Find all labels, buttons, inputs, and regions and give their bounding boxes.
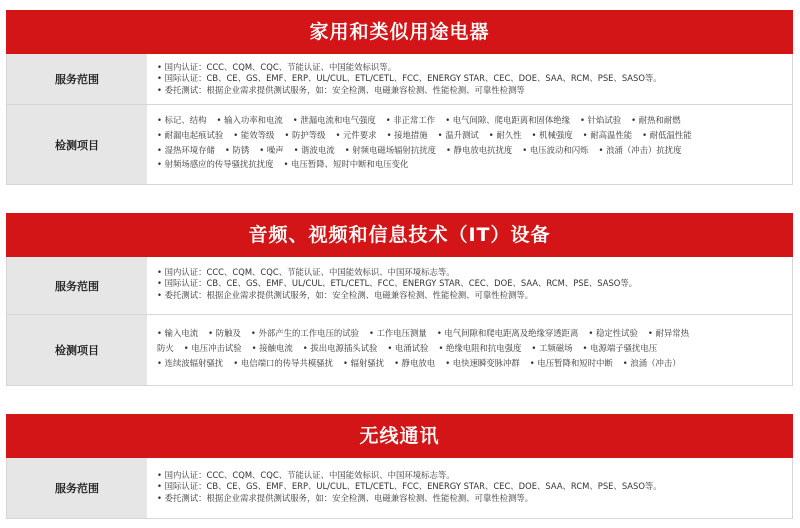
row-label: 服务范围 [7, 458, 147, 518]
test-item: • 泄漏电流和电气强度 [292, 115, 376, 125]
test-item: • 拔出电源插头试验 [302, 342, 378, 353]
list-item: • 国际认证：CB、CE、GS、EMF、ERP、UL/CUL、ETL/CETL、FCC、ENERGY STAR、CEC、DOE、SAA、RCM、PSE、SASO等。 [157, 481, 662, 492]
test-item: • 防触及 [208, 328, 241, 338]
section-title: 无线通讯 [6, 414, 793, 458]
test-item: • 机械强度 [531, 129, 573, 140]
test-item: • 能效等级 [233, 129, 275, 140]
list-item [157, 113, 782, 128]
test-item: • 电压暂降和短时中断 [529, 357, 613, 368]
list-item: • 国内认证：CCC、CQM、CQC、节能认证、中国能效标识等。 [157, 62, 396, 72]
row-label: 服务范围 [7, 257, 147, 314]
test-item: • 射频电磁场辐射抗扰度 [344, 144, 437, 155]
service-scope-row [6, 54, 793, 105]
test-item: • 辐射骚扰 [342, 357, 385, 368]
test-item: 防火 [157, 342, 174, 353]
test-item: • 外部产生的工作电压的试验 [250, 328, 359, 338]
test-item: • 电压波动和闪烁 [522, 144, 589, 155]
section-title: 音频、视频和信息技术（IT）设备 [6, 213, 793, 257]
list-item: • 委托测试：根据企业需求提供测试服务，如：安全检测、电磁兼容检测、性能检测、可靠性检测等 [157, 84, 525, 95]
row-content [147, 54, 792, 104]
test-item: • 接地措施 [386, 129, 428, 140]
section-household-appliances [6, 10, 793, 185]
list-item [157, 341, 782, 356]
test-item: • 静电放电抗扰度 [446, 144, 513, 155]
section-title: 家用和类似用途电器 [6, 10, 793, 54]
test-item: • 静电放电 [394, 357, 436, 368]
test-item: • 射频场感应的传导骚扰抗扰度 [157, 159, 274, 170]
test-item: • 浪涌（冲击）抗扰度 [598, 144, 682, 155]
list-item [157, 356, 782, 371]
test-item: • 绝缘电阻和抗电强度 [438, 342, 522, 353]
test-item: • 耐漏电起痕试验 [157, 129, 224, 140]
test-item: • 浪涌（冲击） [622, 357, 681, 368]
test-item: • 耐久性 [488, 129, 522, 140]
test-item: • 湿热环境存储 [157, 144, 215, 155]
test-item: • 防护等级 [284, 129, 326, 140]
service-scope-row [6, 257, 793, 315]
test-item: • 接触电流 [251, 342, 293, 353]
test-item: • 电压暂降、短时中断和电压变化 [283, 159, 409, 170]
test-item: • 耐热和耐燃 [631, 115, 681, 125]
service-scope-row [6, 458, 793, 519]
test-item: • 电快速瞬变脉冲群 [445, 357, 520, 368]
test-item: • 输入电流 [157, 328, 199, 338]
test-item: • 针焰试验 [580, 115, 622, 125]
row-content [147, 458, 792, 518]
list-item [157, 143, 782, 158]
test-item: • 稳定性试验 [588, 328, 638, 338]
test-item: • 电气间隙和爬电距离及绝缘穿透距离 [436, 328, 579, 338]
test-item: • 防锈 [224, 144, 250, 155]
test-item: • 电压冲击试验 [183, 342, 242, 353]
test-item: • 电源端子骚扰电压 [582, 342, 658, 353]
section-av-it-equipment [6, 213, 793, 386]
list-item: • 国内认证：CCC、CQM、CQC、节能认证、中国能效标识、中国环境标志等。 [157, 470, 455, 480]
test-items-row [6, 315, 793, 386]
test-item: • 工频磁场 [531, 342, 573, 353]
list-item: • 委托测试：根据企业需求提供测试服务，如：安全检测、电磁兼容检测、性能检测、可靠性检测等。 [157, 289, 534, 300]
test-item: • 耐低温性能 [642, 129, 692, 140]
test-item: • 温升测试 [437, 129, 479, 140]
row-label: 检测项目 [7, 315, 147, 385]
list-item: • 国际认证：CB、CE、GS、EMF、ERP、UL/CUL、ETL/CETL、FCC、ENERGY STAR、CEC、DOE、SAA、RCM、PSE、SASO等。 [157, 73, 662, 84]
test-item: • 谐波电流 [293, 144, 335, 155]
list-item [157, 157, 782, 172]
row-content [147, 315, 792, 385]
test-item: • 噪声 [259, 144, 284, 155]
test-item: • 电气间隙、爬电距离和固体绝缘 [445, 115, 571, 125]
test-items-row [6, 105, 793, 185]
test-item: • 耐高温性能 [582, 129, 633, 140]
list-item [157, 128, 782, 143]
list-item: • 委托测试：根据企业需求提供测试服务，如：安全检测、电磁兼容检测、性能检测、可靠性检测等。 [157, 492, 534, 503]
test-item: • 连续波辐射骚扰 [157, 357, 224, 368]
section-wireless-communication [6, 414, 793, 519]
row-content [147, 257, 792, 314]
test-item: • 输入功率和电流 [216, 115, 283, 125]
row-label: 服务范围 [7, 54, 147, 104]
row-label: 检测项目 [7, 105, 147, 184]
test-item: • 工作电压测量 [368, 328, 427, 338]
test-item: • 标记、结构 [157, 115, 207, 125]
test-item: • 耐异常热 [647, 328, 690, 338]
test-item: • 电涌试验 [387, 342, 429, 353]
test-item: • 电信端口的传导共模骚扰 [233, 357, 333, 368]
list-item: • 国际认证：CB、CE、GS、EMF、UL/CUL、ETL/CETL、FCC、ENERGY STAR、CEC、DOE、SAA、RCM、PSE、SASO等。 [157, 278, 638, 289]
test-item: • 元件要求 [335, 129, 377, 140]
list-item: • 国内认证：CCC、CQM、CQC、节能认证、中国能效标识、中国环境标志等。 [157, 267, 455, 277]
list-item [157, 326, 782, 341]
test-item: • 非正常工作 [385, 115, 436, 125]
row-content [147, 105, 792, 184]
